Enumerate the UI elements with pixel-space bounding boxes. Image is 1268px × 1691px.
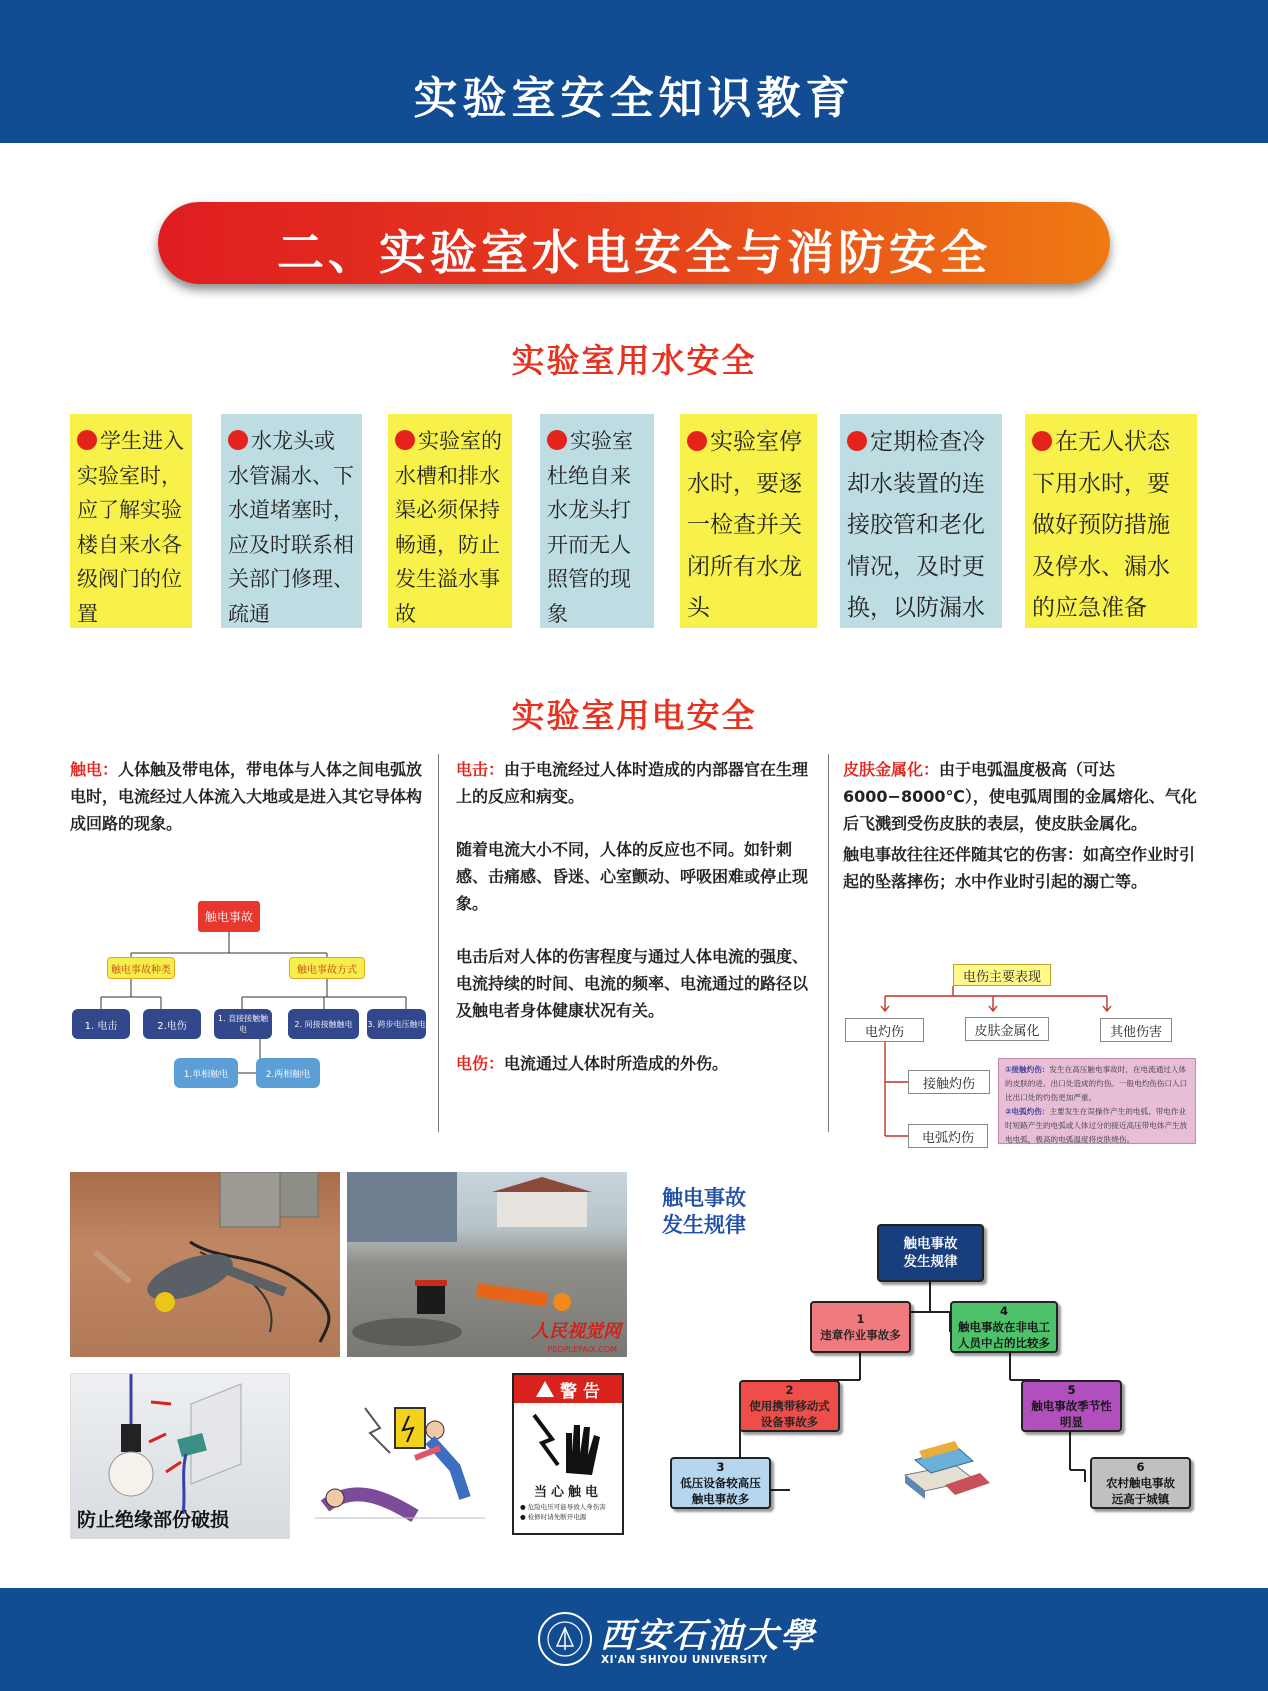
tree-leaf-shock: 1. 电击: [72, 1009, 130, 1039]
water-card-3: 实验室的水槽和排水渠必须保持畅通，防止发生溢水事故: [388, 414, 512, 628]
tree2-node-burn: 电灼伤: [845, 1018, 924, 1042]
water-card-2: 水龙头或水管漏水、下水道堵塞时，应及时联系相关部门修理、疏通: [221, 414, 362, 628]
accident-photo-2: [347, 1172, 627, 1357]
water-card-7: 在无人状态下用水时，要做好预防措施及停水、漏水的应急准备: [1025, 414, 1197, 628]
water-card-4: 实验室杜绝自来水龙头打开而无人照管的现象: [540, 414, 654, 628]
rule-5: 5 触电事故季节性明显: [1021, 1380, 1122, 1432]
tree-node-types: 触电事故种类: [107, 957, 175, 979]
tree-leaf-injury: 2.电伤: [143, 1009, 201, 1039]
poster-title: 实验室安全知识教育: [413, 73, 855, 124]
electric-shock-definition: 触电：人体触及带电体，带电体与人体之间电弧放电时，电流经过人体流入大地或是进入其它导体构成回路的现象。: [70, 760, 423, 833]
rule-3: 3 低压设备较高压触电事故多: [670, 1457, 771, 1509]
skin-metallization-text: 皮肤金属化：由于电弧温度极高（可达6000−8000℃），使电弧周围的金属熔化、气化后飞溅到受伤皮肤的表层，使皮肤金属化。 触电事故往往还伴随其它的伤害：如高空作业时引起的坠落摔伤；水中作业时引起的溺亡等。: [843, 760, 1197, 891]
water-card-1: 学生进入实验室时，应了解实验楼自来水各级阀门的位置: [70, 414, 192, 628]
tree-root: 触电事故: [198, 901, 260, 932]
bullet-dot-icon: [847, 431, 867, 451]
tree2-node-arc-burn: 电弧灼伤: [908, 1124, 988, 1148]
bullet-dot-icon: [395, 430, 415, 450]
accident-photo-1: [70, 1172, 340, 1357]
bullet-dot-icon: [687, 431, 707, 451]
electric-shock-injury-text: 电击：由于电流经过人体时造成的内部器官在生理上的反应和病变。 随着电流大小不同，人体的反应也不同。如针刺感、击痛感、昏迷、心室颤动、呼吸困难或停止现象。 电击后对人体的伤害程度与通过人体电流的强度、电流持续的时间、电流的频率、电流通过的路径以及触电者身体健康状况有关。 电伤：电流通过人体时所造成的外伤。: [456, 760, 809, 1073]
university-name-en: XI'AN SHIYOU UNIVERSITY: [601, 1654, 768, 1666]
tree-leaf-single-phase: 1.单相触电: [174, 1058, 238, 1088]
warning-triangle-icon: [536, 1381, 554, 1397]
warning-caption: 当心触电: [533, 1485, 602, 1500]
photo-watermark-url: PEOPLEPAIX.COM: [547, 1345, 617, 1354]
books-icon: [895, 1435, 995, 1505]
tree-leaf-indirect: 2. 间接接触触电: [288, 1009, 359, 1039]
rule-6: 6 农村触电事故远高于城镇: [1090, 1457, 1191, 1509]
tree2-root: 电伤主要表现: [953, 964, 1051, 986]
water-heading: 实验室用水安全: [511, 341, 757, 380]
tree2-node-skin: 皮肤金属化: [965, 1017, 1049, 1041]
warning-header: 警 告: [514, 1375, 622, 1403]
tree2-note-box: ①接触灼伤：发生在高压触电事故时，在电流通过人体的皮肤的进、出口处造成的灼伤。一般电灼伤伤口入口比出口处的灼伤更加严重。 ②电弧灼伤：主要发生在误操作产生的电弧、带电作业时短路产生的电弧或人体过分的接近高压带电体产生放电电弧，极高的电弧温度将皮肤烧伤。: [998, 1058, 1196, 1144]
warning-sign: [512, 1373, 624, 1535]
rule-2: 2 使用携带移动式设备事故多: [739, 1380, 840, 1432]
insulation-caption: 防止绝缘部份破损: [77, 1509, 230, 1531]
bulb-and-socket-icon: [71, 1374, 290, 1514]
electric-heading: 实验室用电安全: [511, 696, 757, 735]
column-divider: [438, 754, 439, 1132]
tree-leaf-direct: 1. 直接接触触电: [214, 1009, 272, 1039]
water-card-6: 定期检查冷却水装置的连接胶管和老化情况，及时更换，以防漏水: [840, 414, 1002, 628]
tree2-node-other: 其他伤害: [1100, 1018, 1172, 1042]
water-card-5: 实验室停水时，要逐一检查并关闭所有水龙头: [680, 414, 817, 628]
column-divider: [828, 754, 829, 1132]
electric-injury-tree: [845, 962, 1205, 1152]
bullet-dot-icon: [547, 430, 567, 450]
rule-1: 1 违章作业事故多: [810, 1301, 911, 1353]
bullet-dot-icon: [77, 430, 97, 450]
insulation-illustration: [70, 1373, 290, 1539]
rules-heading: 触电事故 发生规律: [662, 1186, 746, 1237]
person-shocked-cartoon-icon: [305, 1388, 495, 1538]
warning-note-2: ● 检修时请先断开电源: [520, 1513, 587, 1521]
tree-leaf-two-phase: 2.两相触电: [256, 1058, 320, 1088]
photo-watermark: 人民视觉网: [531, 1321, 621, 1342]
warning-note-1: ● 危险电压可能导致人身伤害: [520, 1503, 606, 1511]
section-ribbon: [158, 202, 1110, 284]
bullet-dot-icon: [1032, 431, 1052, 451]
rules-root: 触电事故 发生规律: [877, 1224, 984, 1282]
footer-bar: [0, 1588, 1268, 1691]
university-name-cn: 西安石油大學: [600, 1616, 816, 1656]
rule-4: 4 触电事故在非电工人员中占的比较多: [950, 1301, 1058, 1353]
shock-cartoon: [305, 1388, 495, 1538]
tree-leaf-step: 3. 跨步电压触电: [367, 1009, 426, 1039]
accident-scene-1-image: [70, 1172, 340, 1357]
bullet-dot-icon: [228, 430, 248, 450]
tree2-node-contact-burn: 接触灼伤: [908, 1070, 990, 1094]
university-seal-icon: [536, 1610, 594, 1668]
electric-hand-icon: [514, 1403, 622, 1481]
section-title: 二、实验室水电安全与消防安全: [277, 226, 991, 281]
tree-node-ways: 触电事故方式: [289, 957, 365, 979]
top-banner: [0, 0, 1268, 143]
electric-accident-tree: [66, 895, 426, 1095]
